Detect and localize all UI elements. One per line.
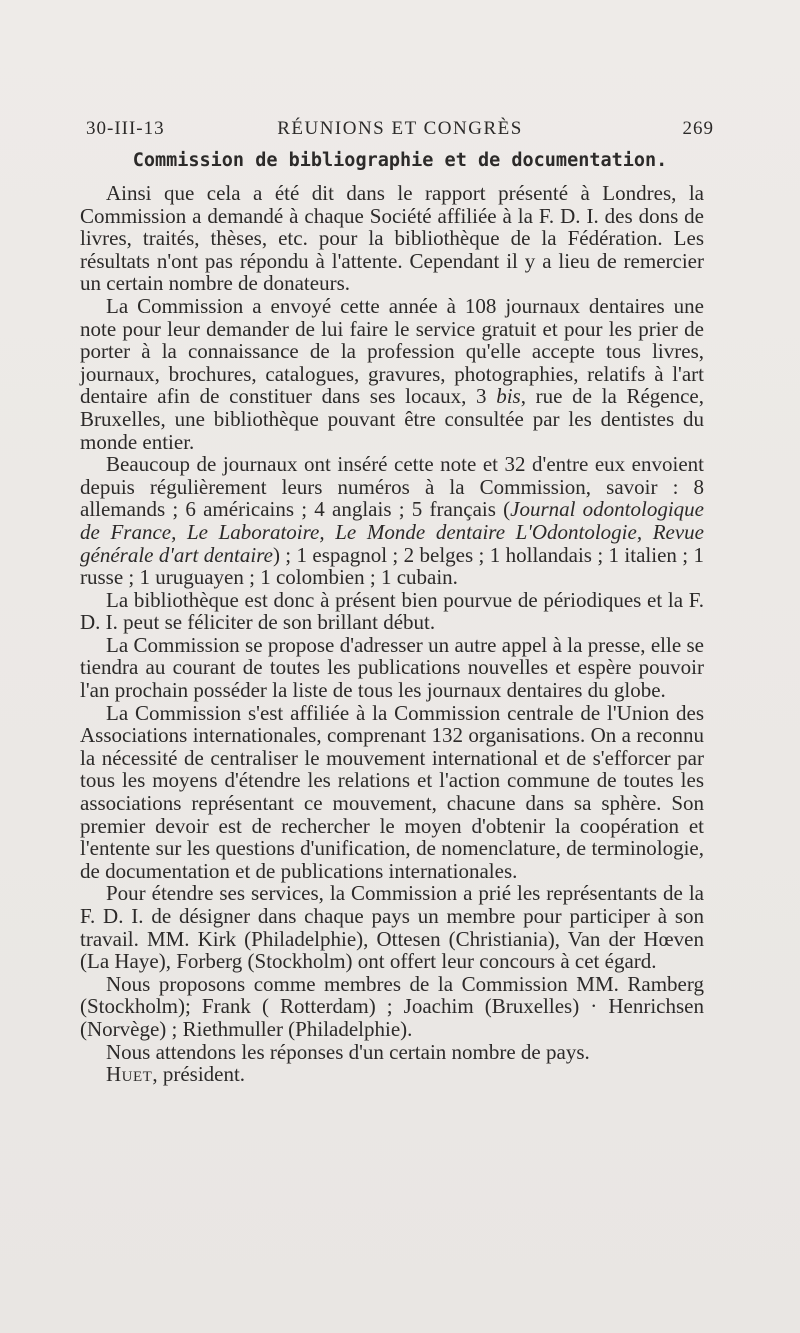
header-section: RÉUNIONS ET CONGRÈS: [277, 118, 523, 139]
paragraph-8: Nous proposons comme membres de la Commission MM. Ramberg (Stockholm); Frank ( Rotterdam) ; Joachim (Bruxelles) · Henrichsen (Norvège) ; Riethmuller (Philadelphie).: [80, 971, 704, 1041]
paragraph-3-part-1: Beaucoup de journaux ont inséré cette note et 32 d'entre eux envoient depuis régulièrement leurs numéros à la Commission, savoir : 8 allemands ; 6 américains ; 4 anglais ; 5 français (: [80, 452, 704, 522]
paragraph-3-part-2: ) ; 1 espagnol ; 2 belges ; 1 hollandais ; 1 italien ; 1 russe ; 1 uruguayen ; 1 colombien ; 1 cubain.: [80, 542, 705, 590]
signature-name: Huet: [106, 1062, 153, 1087]
paragraph-5: La Commission se propose d'adresser un autre appel à la presse, elle se tiendra au courant de toutes les publications nouvelles et espère pouvoir l'an prochain posséder la liste de tous les journaux dentaires du globe.: [80, 632, 704, 703]
page-number: 269: [682, 118, 714, 139]
signature-title: , président.: [152, 1062, 246, 1087]
signature: [80, 1063, 704, 1086]
paragraph-9: Nous attendons les réponses d'un certain nombre de pays.: [106, 1039, 590, 1064]
paragraph-7: Pour étendre ses services, la Commission a prié les représentants de la F. D. I. de désigner dans chaque pays un membre pour participer à son travail. MM. Kirk (Philadelphie), Ottesen (Christiania), Van der Hœven (La Haye), Forberg (Stockholm) ont offert leur concours à cet égard.: [80, 881, 704, 974]
paragraph-2: [80, 295, 704, 453]
bis-italic: bis: [496, 384, 521, 409]
paragraph-2-part-1: La Commission a envoyé cette année à 108 journaux dentaires une note pour leur demander de lui faire le service gratuit et pour les prier de porter à la connaissance de la profession qu'elle accepte tous livres, journaux, brochures, catalogues, gravures, photographies, relatifs à l'art dentaire afin de constituer dans ses locaux, 3: [80, 293, 704, 409]
paragraph-1: Ainsi que cela a été dit dans le rapport présenté à Londres, la Commission a demandé à chaque Société affiliée à la F. D. I. des dons de livres, traités, thèses, etc. pour la bibliothèque de la Fédération. Les résultats n'ont pas répondu à l'attente. Cependant il y a lieu de remercier un certain nombre de donateurs.: [80, 181, 704, 296]
header-date: 30-III-13: [86, 118, 165, 139]
paragraph-4: La bibliothèque est donc à présent bien pourvue de périodiques et la F. D. I. peut se féliciter de son brillant début.: [80, 587, 704, 635]
paragraph-2-part-2: , rue de la Régence, Bruxelles, une bibliothèque pouvant être consultée par les dentistes du monde entier.: [80, 384, 704, 454]
journal-titles: Journal odontologique de France, Le Laboratoire, Le Monde dentaire L'Odontologie, Revue générale d'art dentaire: [80, 497, 705, 567]
article-body: [80, 182, 704, 1086]
paragraph-6: La Commission s'est affiliée à la Commission centrale de l'Union des Associations internationales, comprenant 132 organisations. On a reconnu la nécessité de centraliser le mouvement international et de s'efforcer par tous les moyens d'étendre les relations et l'action commune de toutes les associations représentant ce mouvement, chacune dans sa sphère. Son premier devoir est de rechercher le moyen d'obtenir la coopération et l'entente sur les questions d'unification, de nomenclature, de terminologie, de documentation et de publications internationales.: [80, 700, 704, 883]
section-title: Commission de bibliographie et de documentation.: [132, 150, 668, 171]
running-header: [86, 118, 714, 146]
paragraph-3: [80, 453, 704, 589]
